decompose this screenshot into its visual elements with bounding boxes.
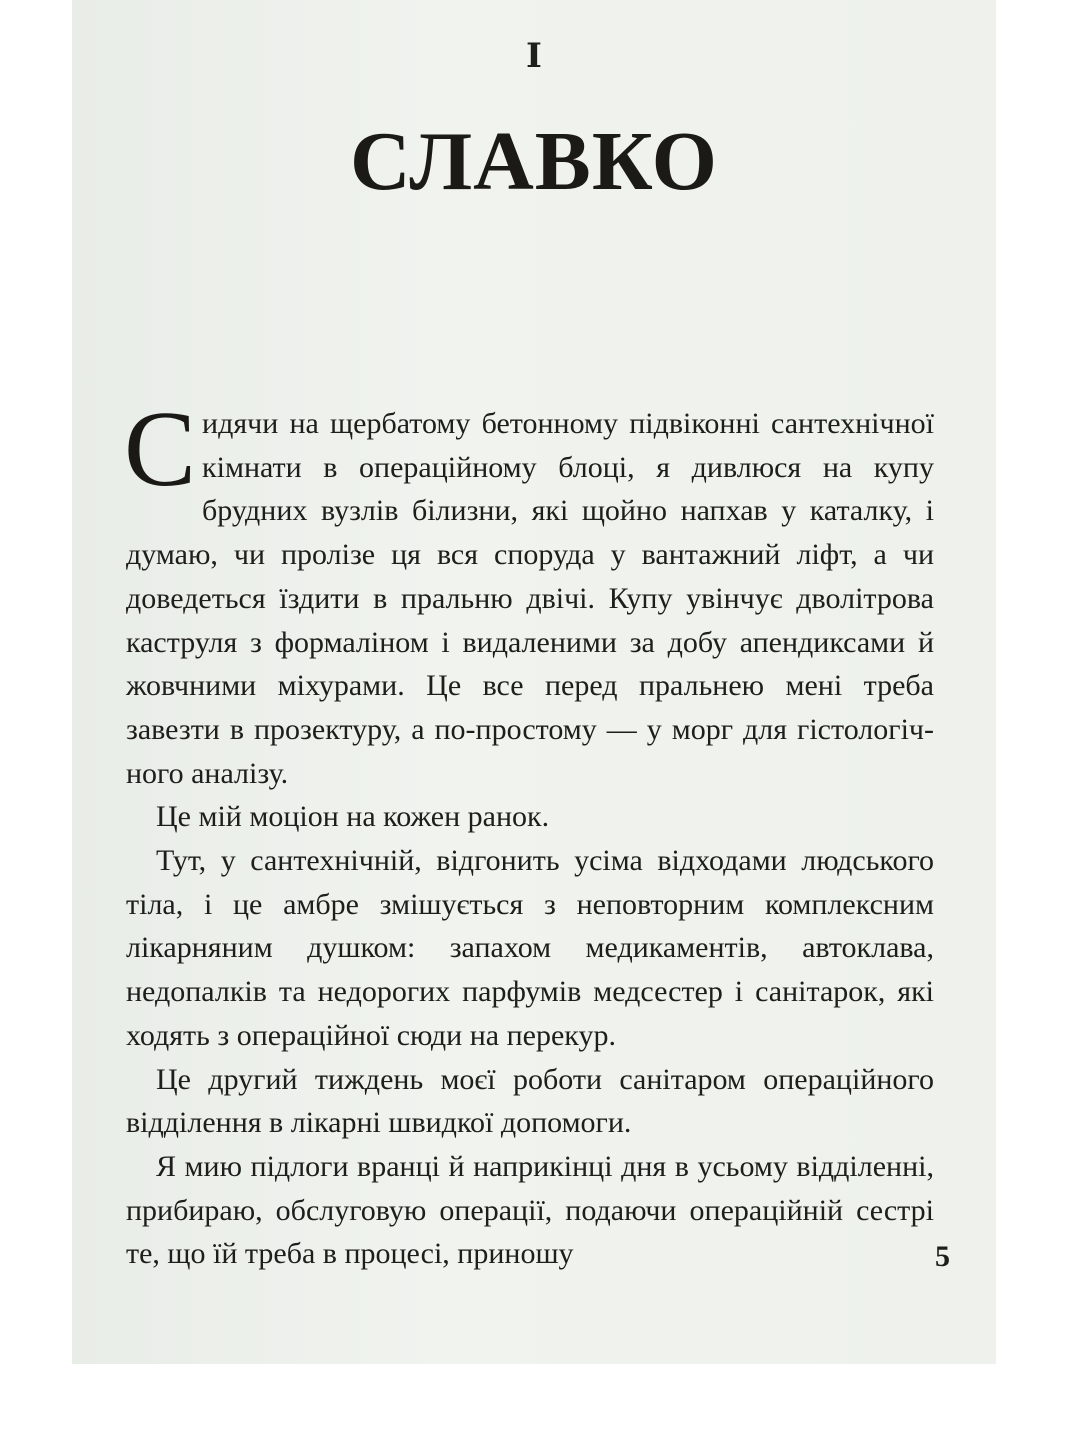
paragraph-5: Я мию підлоги вранці й наприкінці дня в усьому відділенні, прибираю, обслуговую операції, подаючи операційній сестрі те, що їй треба в процесі, приношу [126, 1149, 934, 1271]
drop-cap: С [124, 390, 197, 509]
paragraph-2: Це мій моціон на кожен ранок. [156, 800, 550, 834]
chapter-number: I [526, 36, 542, 76]
page-number: 5 [935, 1240, 950, 1273]
paragraph-1 [124, 390, 934, 795]
chapter-body [124, 390, 934, 1276]
chapter-title: СЛАВКО [349, 115, 718, 208]
paragraph-1-text: идячи на щербатому бетонному підвіконні сантехнічної кімнати в операційному блоці, я дивлюся на купу брудних вузлів білизни, які щойно напхав у каталку, і думаю, чи пролізе ця вся споруда у вантажний ліфт, а чи доведеться їздити в пральню двічі. Купу увінчує дволітрова каструля з формаліном і видаленими за добу апендиксами й жовчними міхурами. Це все перед пральнею мені треба завезти в прозектуру, а по-простому — у морг для гістологічного аналізу. [126, 407, 934, 790]
paragraph-3: Тут, у сантехнічній, відгонить усіма відходами людського тіла, і це амбре змішується з неповторним комплексним лікарняним душком: запахом медикаментів, автоклава, недопалків та недорогих парфумів медсестер і санітарок, які ходять з операційної сюди на перекур. [126, 844, 934, 1052]
book-page [72, 0, 996, 1364]
paragraph-4: Це другий тиждень моєї роботи санітаром операційного відділення в лікарні швидкої допомоги. [126, 1062, 934, 1140]
